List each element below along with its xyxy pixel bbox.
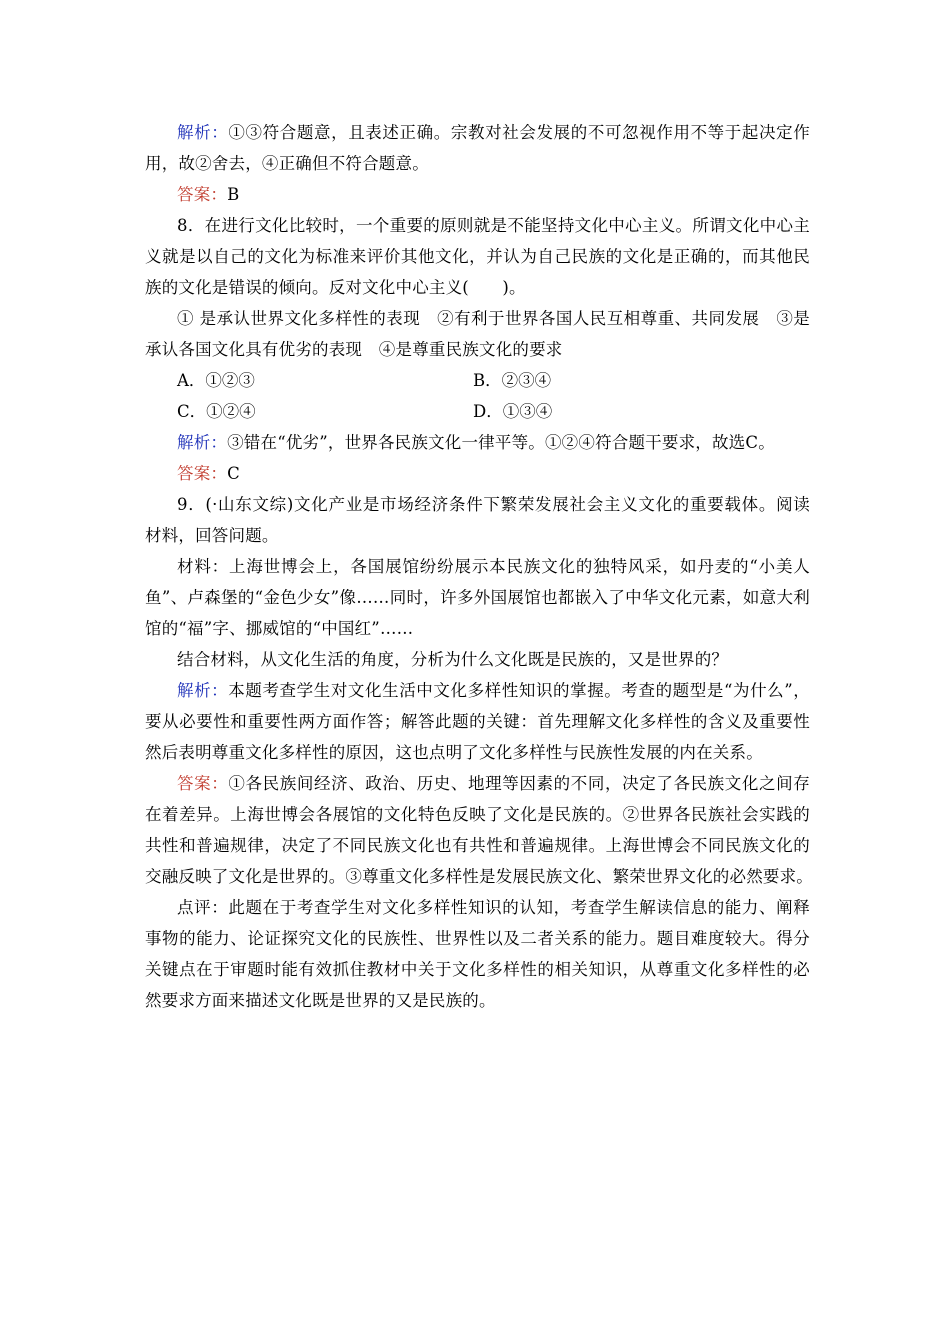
- q9-comment-line-4: 然要求方面来描述文化既是世界的又是民族的。: [145, 991, 496, 1010]
- q8-option-d: D．①③④: [473, 402, 553, 421]
- q9-question: 结合材料，从文化生活的角度，分析为什么文化既是民族的，又是世界的？: [177, 650, 729, 669]
- answer-text: B: [227, 185, 240, 204]
- q7-analysis-line-1: [177, 123, 810, 143]
- q8-stem-line-1: 8．在进行文化比较时，一个重要的原则就是不能坚持文化中心主义。所谓文化中心主: [177, 216, 810, 235]
- q9-answer-line-1: [177, 774, 810, 794]
- answer-label: 答案：: [177, 464, 228, 483]
- q8-stem-line-2: 义就是以自己的文化为标准来评价其他文化，并认为自己民族的文化是正确的，而其他民: [145, 247, 810, 266]
- q8-stem-line-3: 族的文化是错误的倾向。反对文化中心主义( )。: [145, 278, 526, 297]
- q9-material-line-1: 材料：上海世博会上，各国展馆纷纷展示本民族文化的独特风采，如丹麦的“小美人: [177, 557, 810, 576]
- q9-comment-line-1: 点评：此题在于考查学生对文化多样性知识的认知，考查学生解读信息的能力、阐释: [177, 898, 810, 917]
- q9-material-line-3: 馆的“福”字、挪威馆的“中国红”……: [145, 619, 414, 638]
- q7-analysis-line-2: 用，故②舍去，④正确但不符合题意。: [145, 154, 429, 173]
- q9-answer-line-4: 交融反映了文化是世界的。③尊重文化多样性是发展民族文化、繁荣世界文化的必然要求。: [145, 867, 813, 886]
- q9-answer-line-2: 在着差异。上海世博会各展馆的文化特色反映了文化是民族的。②世界各民族社会实践的: [145, 805, 810, 824]
- analysis-text: ③错在“优劣”，世界各民族文化一律平等。①②④符合题干要求，故选C。: [227, 433, 775, 452]
- q9-analysis-line-1: [177, 681, 810, 701]
- q9-answer-line-3: 共性和普遍规律，决定了不同民族文化也有共性和普遍规律。上海世博会不同民族文化的: [145, 836, 810, 855]
- q9-analysis-line-2: 要从必要性和重要性两方面作答；解答此题的关键：首先理解文化多样性的含义及重要性: [145, 712, 810, 731]
- analysis-label: 解析：: [177, 681, 229, 700]
- q9-analysis-line-3: 然后表明尊重文化多样性的原因，这也点明了文化多样性与民族性发展的内在关系。: [145, 743, 763, 762]
- q9-comment-line-2: 事物的能力、论证探究文化的民族性、世界性以及二者关系的能力。题目难度较大。得分: [145, 929, 810, 948]
- analysis-label: 解析：: [177, 123, 229, 142]
- q8-option-a: A．①②③: [177, 371, 255, 390]
- q8-option-b: B．②③④: [473, 371, 552, 390]
- answer-text: ①各民族间经济、政治、历史、地理等因素的不同，决定了各民族文化之间存: [228, 774, 810, 793]
- q9-material-line-2: 鱼”、卢森堡的“金色少女”像……同时，许多外国展馆也都嵌入了中华文化元素，如意大利: [145, 588, 810, 607]
- q8-answer: [177, 464, 810, 484]
- analysis-label: 解析：: [177, 433, 228, 452]
- q8-statements-line-1: ① 是承认世界文化多样性的表现 ②有利于世界各国人民互相尊重、共同发展 ③是: [177, 309, 810, 328]
- q8-analysis: [177, 433, 810, 453]
- q7-answer: [177, 185, 810, 205]
- q8-option-c: C．①②④: [177, 402, 256, 421]
- q9-comment-line-3: 关键点在于审题时能有效抓住教材中关于文化多样性的相关知识，从尊重文化多样性的必: [145, 960, 810, 979]
- analysis-text: ①③符合题意，且表述正确。宗教对社会发展的不可忽视作用不等于起决定作: [228, 123, 810, 142]
- q9-stem-line-2: 材料，回答问题。: [145, 526, 279, 545]
- q9-stem-line-1: 9．(·山东文综)文化产业是市场经济条件下繁荣发展社会主义文化的重要载体。阅读: [177, 495, 810, 514]
- q8-statements-line-2: 承认各国文化具有优劣的表现 ④是尊重民族文化的要求: [145, 340, 563, 359]
- answer-label: 答案：: [177, 185, 228, 204]
- analysis-text: 本题考查学生对文化生活中文化多样性知识的掌握。考查的题型是“为什么”，: [228, 681, 810, 700]
- answer-text: C: [227, 464, 240, 483]
- answer-label: 答案：: [177, 774, 229, 793]
